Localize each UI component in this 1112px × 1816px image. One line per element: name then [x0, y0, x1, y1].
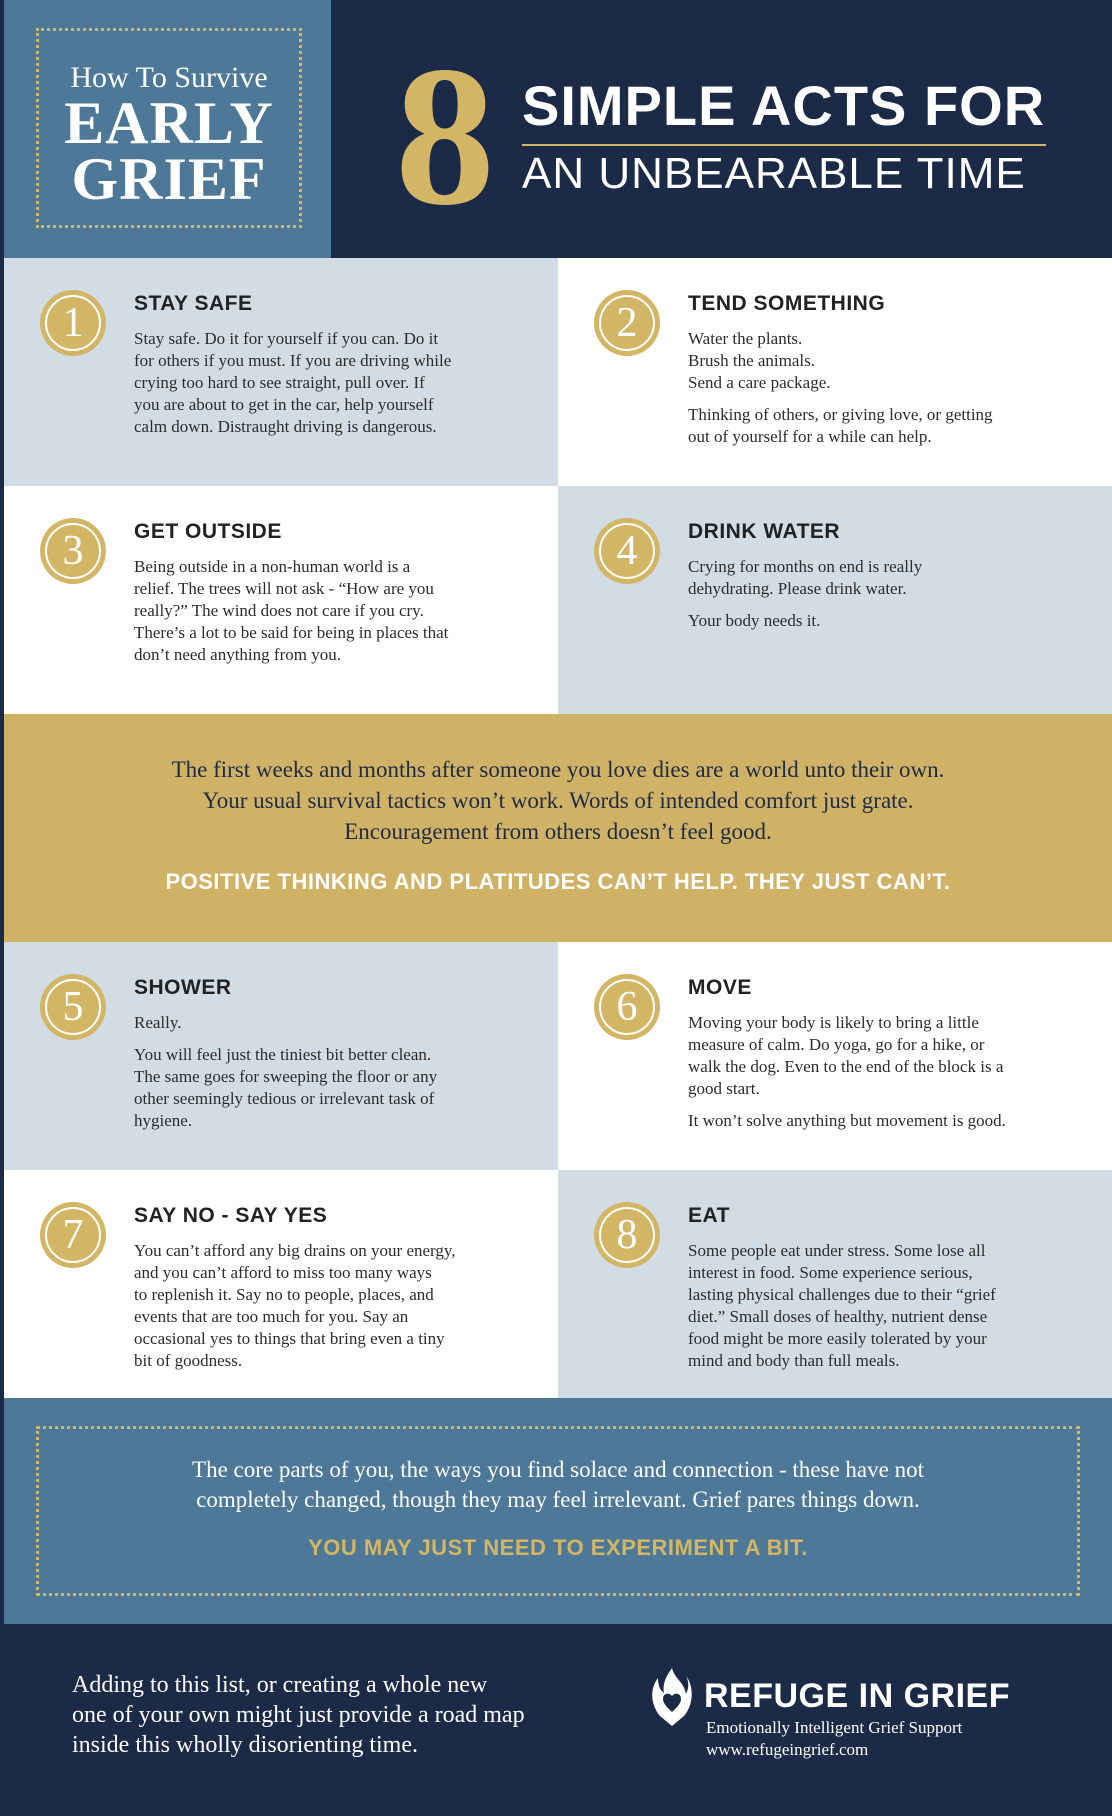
act-card: [558, 258, 1112, 486]
brand-tagline: Emotionally Intelligent Grief Support: [706, 1718, 963, 1737]
act-card: [4, 1170, 558, 1398]
act-title: GET OUTSIDE: [134, 520, 282, 543]
number-badge-icon: 1: [40, 290, 106, 356]
header-kicker: How To Survive: [70, 61, 268, 94]
act-paragraph: Some people eat under stress. Some lose all interest in food. Some experience serious, lasting physical challenges due to their “grief diet.” Small doses of healthy, nutrient dense food might be more easily tolerated by your mind and body than full meals.: [688, 1241, 996, 1370]
footer: [0, 1624, 1112, 1816]
intro-text: The first weeks and months after someone you love dies are a world unto their own. Your usual survival tactics won’t work. Words of intended comfort just grate. Encouragement from others doesn’t feel good.: [171, 757, 945, 844]
brand-url[interactable]: www.refugeingrief.com: [706, 1740, 869, 1759]
act-body: [688, 328, 1088, 458]
footer-text: Adding to this list, or creating a whole new one of your own might just provide a road map inside this wholly disorienting time.: [72, 1672, 525, 1758]
act-body: [134, 556, 534, 676]
header-badge-panel: [4, 0, 331, 258]
act-card: [4, 486, 558, 714]
act-card: [4, 942, 558, 1170]
number-badge-icon: 8: [594, 1202, 660, 1268]
intro-emphasis: POSITIVE THINKING AND PLATITUDES CAN’T HELP. THEY JUST CAN’T.: [165, 869, 951, 894]
act-title: MOVE: [688, 976, 752, 999]
act-paragraph: Water the plants. Brush the animals. Send a care package.: [688, 329, 831, 392]
act-title: DRINK WATER: [688, 520, 841, 543]
header-title-line1: EARLY: [64, 90, 274, 156]
act-paragraph: Crying for months on end is really dehydrating. Please drink water.: [688, 557, 923, 598]
act-paragraph: Really.: [134, 1013, 182, 1032]
header-title-line2: GRIEF: [71, 146, 267, 212]
closing-box: [36, 1426, 1080, 1596]
act-paragraph: Thinking of others, or giving love, or getting out of yourself for a while can help.: [688, 405, 993, 446]
header: [0, 0, 1112, 258]
act-card: [4, 258, 558, 486]
number-badge-icon: 6: [594, 974, 660, 1040]
header-divider: [522, 144, 1046, 146]
act-title: TEND SOMETHING: [688, 292, 886, 315]
header-number: 8: [395, 26, 495, 247]
act-card: [558, 1170, 1112, 1398]
flame-heart-icon: [650, 1666, 694, 1728]
act-paragraph: Stay safe. Do it for yourself if you can. Do it for others if you must. If you are driving while crying too hard to see straight, pull over. If you are about to get in the car, help yourself calm down. Distraught driving is dangerous.: [134, 329, 452, 436]
act-title: SAY NO - SAY YES: [134, 1204, 328, 1227]
act-paragraph: Your body needs it.: [688, 611, 821, 630]
closing-banner: [4, 1398, 1112, 1624]
intro-banner: [4, 714, 1112, 942]
header-badge: [36, 28, 302, 228]
act-body: [688, 1240, 1088, 1382]
act-title: SHOWER: [134, 976, 232, 999]
act-body: [134, 328, 534, 448]
act-card: [558, 486, 1112, 714]
act-paragraph: Being outside in a non-human world is a relief. The trees will not ask - “How are you really?” The wind does not care if you cry. There’s a lot to be said for being in places that don’t need anything from you.: [134, 557, 449, 664]
act-body: [688, 556, 1088, 642]
header-headline: SIMPLE ACTS FOR: [522, 74, 1046, 137]
number-badge-icon: 5: [40, 974, 106, 1040]
act-title: STAY SAFE: [134, 292, 253, 315]
closing-text: The core parts of you, the ways you find solace and connection - these have not completely changed, though they may feel irrelevant. Grief pares things down.: [192, 1457, 924, 1512]
act-card: [558, 942, 1112, 1170]
act-paragraph: You can’t afford any big drains on your energy, and you can’t afford to miss too many ways to replenish it. Say no to people, places, and events that are too much for you. Say an occasional yes to things that bring even a tiny bit of goodness.: [134, 1241, 456, 1370]
act-body: [688, 1012, 1088, 1142]
number-badge-icon: 7: [40, 1202, 106, 1268]
number-badge-icon: 3: [40, 518, 106, 584]
header-subheadline: AN UNBEARABLE TIME: [522, 149, 1026, 198]
number-badge-icon: 4: [594, 518, 660, 584]
act-body: [134, 1012, 534, 1142]
brand-name: REFUGE IN GRIEF: [704, 1677, 1010, 1715]
closing-emphasis: YOU MAY JUST NEED TO EXPERIMENT A BIT.: [308, 1535, 808, 1560]
act-title: EAT: [688, 1204, 730, 1227]
number-badge-icon: 2: [594, 290, 660, 356]
act-body: [134, 1240, 534, 1382]
act-paragraph: Moving your body is likely to bring a little measure of calm. Do yoga, go for a hike, or walk the dog. Even to the end of the block is a good start.: [688, 1013, 1004, 1098]
act-paragraph: It won’t solve anything but movement is good.: [688, 1111, 1006, 1130]
act-paragraph: You will feel just the tiniest bit better clean. The same goes for sweeping the floor or any other seemingly tedious or irrelevant task of hygiene.: [134, 1045, 438, 1130]
